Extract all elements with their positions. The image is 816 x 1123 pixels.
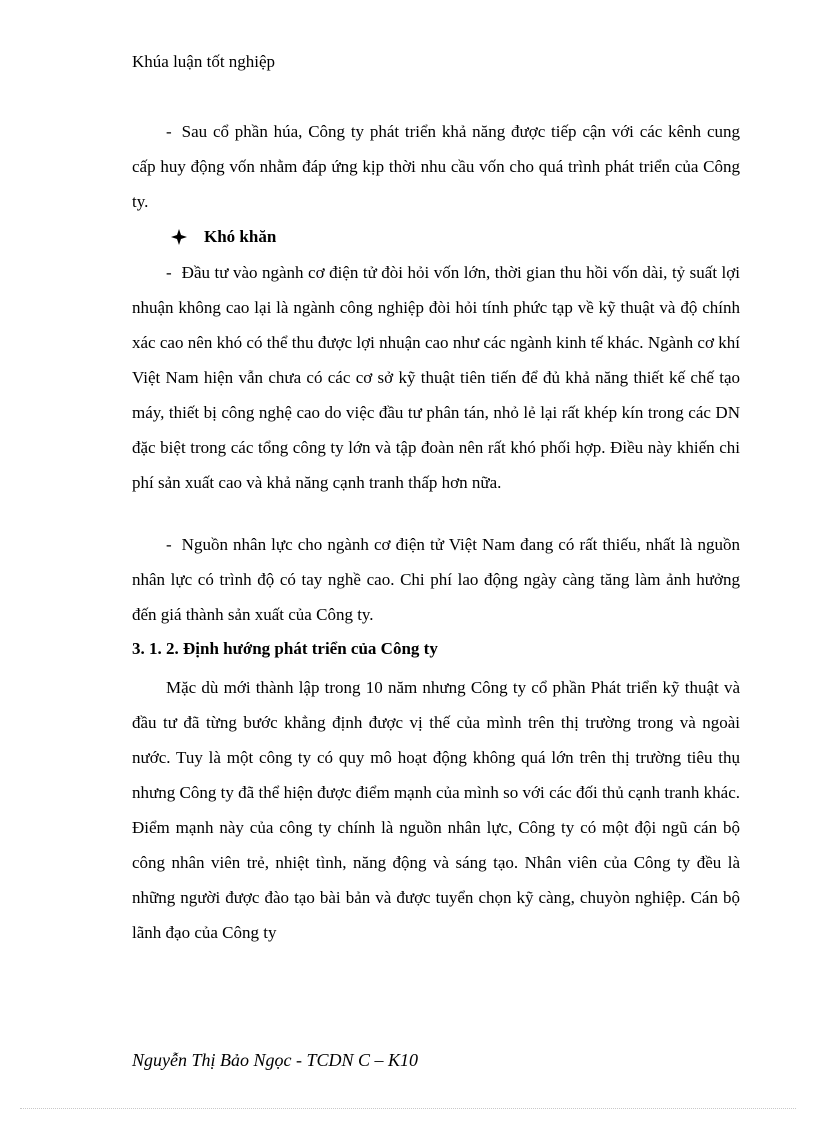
page-header: Khúa luận tốt nghiệp: [132, 52, 276, 71]
paragraph-4: [132, 670, 740, 950]
subheading-difficulties: [132, 222, 276, 252]
dash-bullet: -: [166, 122, 172, 141]
dash-bullet: -: [166, 535, 172, 554]
page-bottom-divider: [20, 1108, 796, 1109]
paragraph-2: [132, 255, 740, 500]
dash-bullet: -: [166, 263, 172, 282]
section-heading: [132, 634, 438, 664]
paragraph-4-text: Mặc dù mới thành lập trong 10 năm nhưng Công ty cổ phần Phát triển kỹ thuật và đầu tư đã từng bước khẳng định được vị thế của mình trên thị trường trong và ngoài nước. Tuy là một công ty có quy mô hoạt động không quá lớn trên thị trường tiêu thụ nhưng Công ty đã thể hiện được điểm mạnh của mình so với các đối thủ cạnh tranh khác. Điểm mạnh này của công ty chính là nguồn nhân lực, Công ty có một đội ngũ cán bộ công nhân viên trẻ, nhiệt tình, năng động và sáng tạo. Nhân viên của Công ty đều là những người được đào tạo bài bản và được tuyển chọn kỹ càng, chuyòn nghiệp. Cán bộ lãnh đạo của Công ty: [132, 678, 740, 942]
subheading-text: Khó khăn: [204, 227, 277, 246]
paragraph-3-text: Nguồn nhân lực cho ngành cơ điện tử Việt Nam đang có rất thiếu, nhất là nguồn nhân lực có trình độ có tay nghề cao. Chi phí lao động ngày càng tăng làm ảnh hưởng đến giá thành sản xuất của Công ty.: [132, 535, 740, 624]
paragraph-2-text: Đầu tư vào ngành cơ điện tử đòi hỏi vốn lớn, thời gian thu hồi vốn dài, tỷ suất lợi nhuận không cao lại là ngành công nghiệp đòi hỏi tính phức tạp về kỹ thuật và độ chính xác cao nên khó có thể thu được lợi nhuận cao như các ngành kinh tế khác. Ngành cơ khí Việt Nam hiện vẫn chưa có các cơ sở kỹ thuật tiên tiến để đủ khả năng thiết kế chế tạo máy, thiết bị công nghệ cao do việc đầu tư phân tán, nhỏ lẻ lại rất khép kín trong các DN đặc biệt trong các tổng công ty lớn và tập đoàn nên rất khó phối hợp. Điều này khiến chi phí sản xuất cao và khả năng cạnh tranh thấp hơn nữa.: [132, 263, 740, 492]
paragraph-3: [132, 527, 740, 632]
diamond-bullet-icon: [171, 229, 187, 245]
paragraph-1-text: Sau cổ phần húa, Công ty phát triển khả năng được tiếp cận với các kênh cung cấp huy động vốn nhằm đáp ứng kịp thời nhu cầu vốn cho quá trình phát triển của Công ty.: [132, 122, 740, 211]
paragraph-1: [132, 114, 740, 219]
section-heading-text: 3. 1. 2. Định hướng phát triển của Công ty: [132, 639, 438, 658]
page-footer: Nguyễn Thị Bảo Ngọc - TCDN C – K10: [132, 1050, 419, 1070]
